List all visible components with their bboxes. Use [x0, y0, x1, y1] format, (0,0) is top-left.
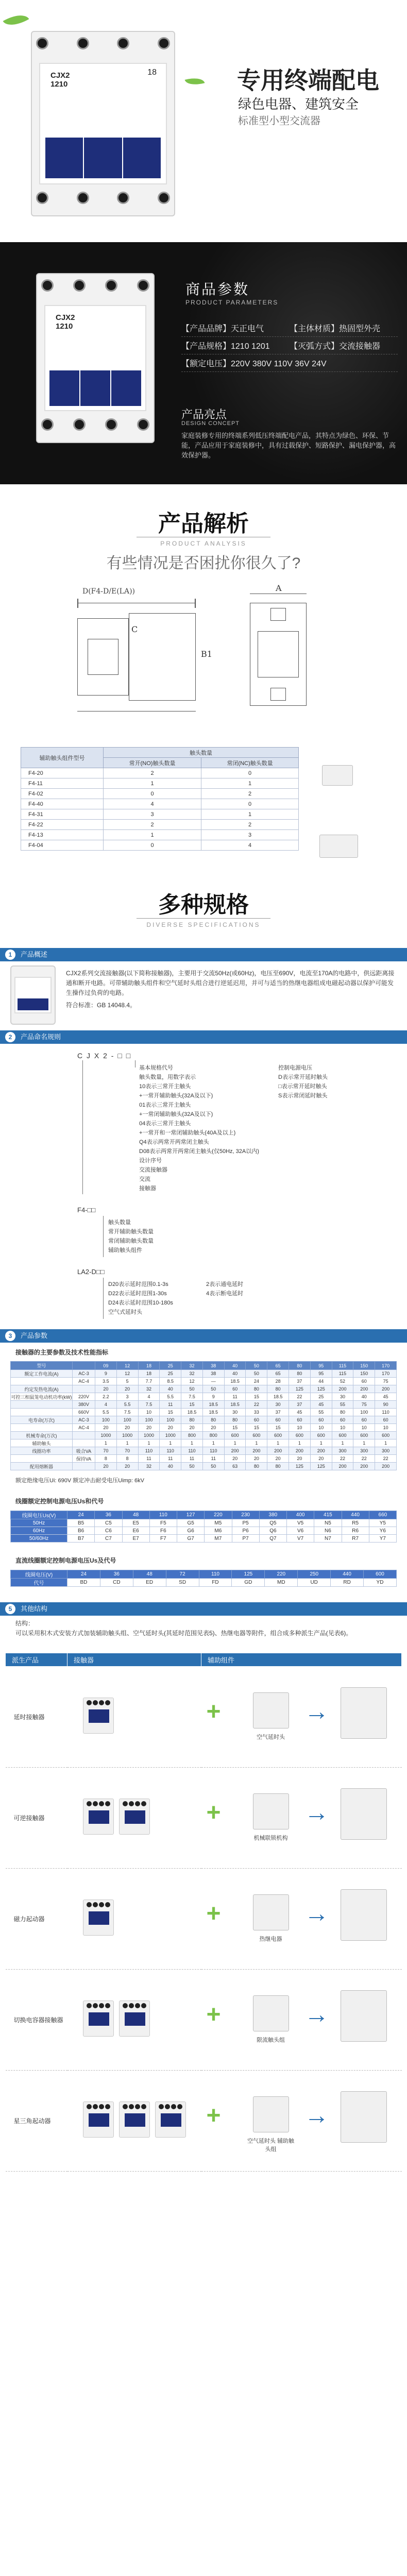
derived-product-image	[341, 1990, 387, 2042]
accessory-caption: 机械联锁机构	[253, 1835, 288, 1841]
table-row: 660V 5.5 7.5 10 15 18.5 18.5 30 33 37 45 55 80 100 110	[11, 1409, 397, 1416]
combo-row	[6, 1768, 402, 1869]
contactor-icon	[83, 1698, 114, 1734]
analysis-title-en: PRODUCT ANALYSIS	[160, 540, 247, 547]
hero-subtitle: 绿色电器、建筑安全	[238, 96, 359, 112]
table-header: 80	[289, 1362, 311, 1370]
combo-product-name: 可逆接触器	[13, 1815, 45, 1822]
combo-table: 派生产品 接触器 辅助组件 延时接触器 + 空气延时头 → 可逆接触器 + 机械联锁机构 → 磁力起动器 + 热继电器 → 切换电容器接触器 + 限流触头组 → 星三角起动器 + 空气延时头 辅助触头组 →	[5, 1653, 402, 2172]
contactor-icon	[119, 2102, 150, 2138]
overview-text: CJX2系列交流接触器(以下简称接触器)，主要用于交流50Hz(或60Hz)，电压至690V，电流至170A的电路中，供远距离接通和断开电路。可带辅助触头组件和空气延时头组合进行逆延迟用，并可与适当的热继电器组成电磁起动器以保护可能发生操作过负荷的电路。	[66, 970, 395, 996]
combo-row	[6, 1970, 402, 2071]
params-title-en: PRODUCT PARAMETERS	[185, 299, 279, 306]
volt-dc-table: 线圈电压(V) 24 36 48 72 110 125 220 250 440 600 代号 BD CD ED SD FD GD MD UD RD YD	[10, 1570, 397, 1587]
table-header: 型号	[11, 1362, 73, 1370]
concept-title-en: DESIGN CONCEPT	[181, 420, 240, 427]
contactor-icon	[83, 1799, 114, 1835]
combo-row	[6, 2071, 402, 2172]
product-params	[0, 242, 407, 484]
contactor-icon	[119, 1799, 150, 1835]
tech-note: 额定绝缘电压Ui: 690V 额定冲击耐受电压Uimp: 6kV	[15, 1478, 144, 1484]
combo-product-name: 切换电容器接触器	[13, 2016, 63, 2024]
contactor-image	[31, 31, 175, 216]
derived-product-image	[341, 2091, 387, 2143]
table-header: 25	[160, 1362, 181, 1370]
analysis-title: 产品解析	[158, 511, 249, 537]
accessory-caption: 空气延时头	[257, 1734, 285, 1740]
section-band-overview: 1 产品概述	[0, 948, 407, 961]
la2-items: D20表示延时范围0.1-3s D22表示延时范围1-30s D24表示延时范围10-180s 空气式延时头	[108, 1281, 173, 1315]
table-header: 170	[375, 1362, 397, 1370]
volt-ac-table: 线圈电压Us(V) 24 36 48 110 127 220 230 380 400 415 440 660 50Hz B5 C5 E5 F5 G5 M5 P5 Q5 V5 N5 R5 Y5 60Hz B6 C6 E6 F6 G6 M6 P6 Q6 V6 N6 R6 Y6 50/60Hz B7 C7 E7 F7 G7 M7 P7 Q7 V7 N7 R7 Y7	[10, 1511, 397, 1543]
plus-icon: +	[206, 1900, 221, 1927]
table-header: 12	[116, 1362, 138, 1370]
table-row: F4-22 2 2	[21, 820, 299, 830]
naming-code: C J X 2 - □ □	[77, 1052, 132, 1060]
table-header: 65	[267, 1362, 289, 1370]
table-header: 40	[224, 1362, 246, 1370]
aux-block-image	[322, 765, 353, 786]
table-row: 约定发热电流(A) 20 20 32 40 50 50 60 80 80 125 125 200 200 200	[11, 1385, 397, 1393]
table-header: 50	[246, 1362, 267, 1370]
contactor-icon	[119, 2001, 150, 2037]
accessory-image	[253, 1692, 289, 1728]
table-row: F4-40 4 0	[21, 799, 299, 809]
contactor-image: CJX2 1210	[36, 273, 155, 443]
accessory-image	[253, 1894, 289, 1930]
params-title: 商品参数	[185, 281, 250, 297]
table-row: F4-13 1 3	[21, 830, 299, 840]
section-band-params: 3 产品参数	[0, 1329, 407, 1343]
f4-code: F4-□□	[77, 1206, 96, 1214]
table-header	[73, 1362, 95, 1370]
la2-extra: 2表示通电延时 4表示断电延时	[206, 1281, 244, 1297]
table-row: 辅助触头 1 1 1 1 1 1 1 1 1 1 1 1 1 1	[11, 1439, 397, 1447]
contactor-icon	[155, 2102, 186, 2138]
table-row: 保持VA 8 8 11 11 11 11 20 20 20 20 20 22 22 22	[11, 1455, 397, 1463]
contactor-icon	[83, 1900, 114, 1936]
table-row: 50Hz B5 C5 E5 F5 G5 M5 P5 Q5 V5 N5 R5 Y5	[11, 1519, 397, 1527]
derived-product-image	[341, 1788, 387, 1840]
combo-product-name: 磁力起动器	[13, 1916, 45, 1923]
table-header: 150	[353, 1362, 375, 1370]
arrow-icon: →	[304, 2001, 329, 2028]
concept-text: 家庭装修专用的终端系列低压终端配电产品，其特点为绿色、环保、节能，产品应用于家庭装修中，具有过载保护、短路保护、漏电保护器，高效保护器。	[181, 432, 396, 459]
leaf-decoration	[185, 75, 205, 88]
dim-b-label: B1	[201, 649, 212, 659]
combo-row	[6, 1667, 402, 1768]
table-row: F4-04 0 4	[21, 840, 299, 851]
product-number: 18	[147, 68, 157, 77]
dim-c-label: C	[131, 624, 138, 634]
combo-product-name: 延时接触器	[13, 1714, 45, 1721]
overview-standard: 符合标准：GB 14048.4。	[66, 1002, 137, 1009]
table-row: 配用熔断器 20 20 32 40 50 50 63 80 80 125 125 200 200 200	[11, 1463, 397, 1470]
aux-block-image	[319, 835, 358, 858]
hero-banner	[0, 0, 407, 242]
plus-icon: +	[206, 1698, 221, 1725]
table-row: 可控三相鼠笼电动机功率(kW) 220V 2.2 3 4 5.5 7.5 9 11 15 18.5 22 25 30 40 45	[11, 1393, 397, 1401]
tech-table	[10, 1361, 397, 1470]
table-row: 50/60Hz B7 C7 E7 F7 G7 M7 P7 Q7 V7 N7 R7 Y7	[11, 1535, 397, 1543]
params-list: 【产品品牌】天正电气 【主体材质】热固型外壳 【产品规格】1210 1201 【灭弧方式】交流接触器 【额定电压】220V 380V 110V 36V 24V	[181, 319, 398, 372]
product-analysis	[0, 484, 407, 866]
arrow-icon: →	[304, 1900, 329, 1927]
table-row: 额定工作电流(A) AC-3 9 12 18 25 32 38 40 50 65 80 95 115 150 170	[11, 1370, 397, 1378]
table-header: 09	[95, 1362, 117, 1370]
arrow-icon: →	[304, 1698, 329, 1725]
specs-title: 多种规格	[158, 892, 249, 918]
plus-icon: +	[206, 1799, 221, 1826]
derived-product-image	[341, 1889, 387, 1941]
table-header: 32	[181, 1362, 203, 1370]
table-header: 18	[138, 1362, 160, 1370]
table-header: 115	[332, 1362, 353, 1370]
table-row: F4-02 0 2	[21, 789, 299, 799]
accessory-image	[253, 2096, 289, 2132]
concept-title: 产品亮点	[181, 408, 227, 421]
table-row: 代号 BD CD ED SD FD GD MD UD RD YD	[11, 1579, 397, 1587]
la2-code: LA2-D□□	[77, 1268, 105, 1276]
table-header: 95	[310, 1362, 332, 1370]
tech-table-title: 接触器的主要参数及技术性能指标	[15, 1349, 109, 1356]
contactor-icon	[83, 2102, 114, 2138]
accessory-caption: 热继电器	[259, 1936, 282, 1942]
combo-product-name: 星三角起动器	[13, 2117, 51, 2125]
section-band-other: 5 其他结构	[0, 1602, 407, 1616]
section-band-naming: 2 产品命名规则	[0, 1030, 407, 1044]
accessory-caption: 空气延时头 辅助触头组	[247, 2138, 295, 2153]
derived-product-image	[341, 1687, 387, 1739]
aux-contact-table: 辅助触头组件型号 触头数量 常开(NO)触头数量 常闭(NC)触头数量 F4-20 2 0 F4-11 1 1 F4-02 0 2 F4-40 4 0 F4-31 3 1 F4-22 2 2 F4-13 1 3 F4-04 0 4	[21, 747, 299, 851]
dim-a-label: A	[276, 583, 282, 593]
naming-items: 基本规格代号 触头数量，用数字表示 10表示三常开主触头 +一常开辅助触头(32A及以下) 01表示三常开主触头 +一常闭辅助触头(32A及以下) 04表示三常开主触头 +一常开和一常闭辅助触头(40A及以上) Q4表示两常开两常闭主触头 D08表示两常开两常闭主触头(仅50Hz, 32A以内) 设计序号 交流接触器 交流 接触器	[139, 1065, 259, 1192]
accessory-caption: 限流触头组	[257, 2037, 285, 2043]
accessory-image	[253, 1995, 289, 2031]
hero-subtitle-2: 标准型小型交流器	[238, 115, 320, 127]
contactor-icon	[83, 2001, 114, 2037]
plus-icon: +	[206, 2001, 221, 2028]
volt-ac-title: 线圈额定控制电源电压Us和代号	[15, 1498, 104, 1505]
table-row: 电寿命(万次) AC-3 100 100 100 100 80 80 80 60 60 60 60 60 60 60	[11, 1416, 397, 1424]
analysis-subtitle: 有些情况是否困扰你很久了?	[106, 555, 301, 572]
table-row: AC-4 3.5 5 7.7 8.5 12 — 18.5 24 28 37 44 52 60 75	[11, 1378, 397, 1385]
combo-row	[6, 1869, 402, 1970]
table-row: 380V 4 5.5 7.5 11 15 18.5 18.5 22 30 37 45 55 75 90	[11, 1401, 397, 1409]
f4-items: 触头数量 常开辅助触头数量 常闭辅助触头数量 辅助触头组件	[108, 1219, 154, 1253]
volt-dc-title: 直流线圈额定控制电源电压Us及代号	[15, 1557, 116, 1564]
dimension-formula: D(F4-D/E(LA))	[82, 587, 135, 596]
table-row: 机械寿命(万次) 1000 1000 1000 1000 800 800 600 600 600 600 600 600 600 600	[11, 1432, 397, 1439]
arrow-icon: →	[304, 2102, 329, 2129]
table-row: 60Hz B6 C6 E6 F6 G6 M6 P6 Q6 V6 N6 R6 Y6	[11, 1527, 397, 1535]
table-row: F4-31 3 1	[21, 809, 299, 820]
arrow-icon: →	[304, 1799, 329, 1826]
other-structure-label: 结构：	[15, 1620, 35, 1627]
table-row: AC-4 20 20 20 20 20 20 15 15 15 10 10 10 10 10	[11, 1424, 397, 1432]
contactor-thumbnail	[10, 965, 56, 1025]
model-label: CJX2 1210	[50, 71, 70, 89]
leaf-decoration	[3, 9, 29, 31]
accessory-image	[253, 1793, 289, 1829]
hero-title: 专用终端配电	[237, 66, 379, 94]
plus-icon: +	[206, 2102, 221, 2129]
table-row: F4-11 1 1	[21, 778, 299, 789]
table-row: 线圈功率 吸合VA 70 70 110 110 110 110 200 200 200 200 200 300 300 300	[11, 1447, 397, 1455]
naming-extra: 控制电源电压 D表示常开延时触头 □表示常开延时触头 S表示常闭延时触头	[278, 1065, 328, 1099]
table-header: 38	[202, 1362, 224, 1370]
diverse-specifications	[0, 866, 407, 2308]
specs-title-en: DIVERSE SPECIFICATIONS	[146, 921, 261, 928]
other-structure-text: 可以采用积木式安装方式加装辅助触头组、空气延时头(其延时范围见表5)、热继电器等附件，组合成多种派生产品(见表6)。	[15, 1630, 352, 1637]
table-row: F4-20 2 0	[21, 768, 299, 778]
